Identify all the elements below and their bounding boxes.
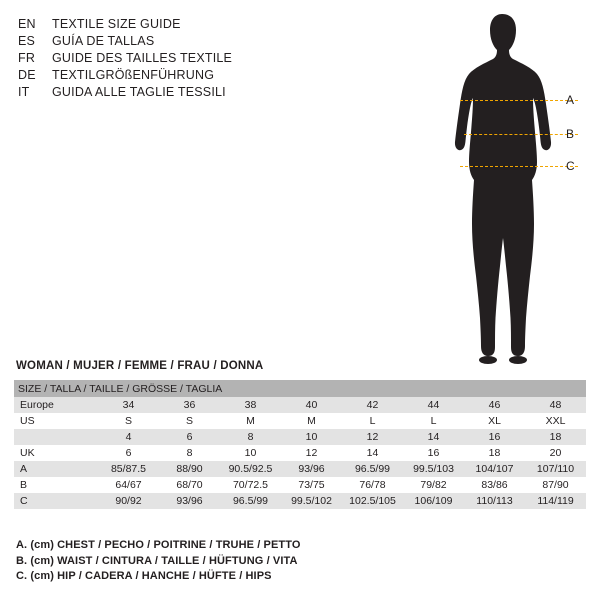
cell-c-2: 93/96 (159, 493, 220, 509)
cell-us-3: M (220, 413, 281, 429)
row-label-us: US (14, 413, 98, 429)
cell-uk-6: 16 (403, 445, 464, 461)
cell-us-4: M (281, 413, 342, 429)
cell-a-6: 99.5/103 (403, 461, 464, 477)
note-b: B. (cm) WAIST / CINTURA / TAILLE / HÜFTUNG / VITA (16, 554, 298, 567)
cell-europe-7: 46 (464, 397, 525, 413)
cell-europe-6: 44 (403, 397, 464, 413)
silhouette-icon (440, 8, 580, 368)
language-title-en: TEXTILE SIZE GUIDE (52, 17, 181, 31)
row-label-c: C (14, 493, 98, 509)
language-title-list (18, 16, 318, 101)
cell-b-1: 64/67 (98, 477, 159, 493)
measurement-notes (16, 538, 586, 585)
cell-usnum-6: 14 (403, 429, 464, 445)
note-a: A. (cm) CHEST / PECHO / POITRINE / TRUHE / PETTO (16, 539, 301, 551)
row-label-b: B (14, 477, 98, 493)
cell-europe-2: 36 (159, 397, 220, 413)
cell-usnum-4: 10 (281, 429, 342, 445)
cell-usnum-1: 4 (98, 429, 159, 445)
row-label-europe: Europe (14, 397, 98, 413)
cell-europe-5: 42 (342, 397, 403, 413)
cell-c-6: 106/109 (403, 493, 464, 509)
cell-c-1: 90/92 (98, 493, 159, 509)
cell-b-2: 68/70 (159, 477, 220, 493)
language-code-es: ES (18, 34, 36, 48)
table-row (14, 461, 586, 477)
language-code-fr: FR (18, 51, 36, 65)
cell-b-7: 83/86 (464, 477, 525, 493)
cell-us-2: S (159, 413, 220, 429)
size-table-wrapper (14, 380, 586, 509)
note-c: C. (cm) HIP / CADERA / HANCHE / HÜFTE / HIPS (16, 570, 272, 582)
section-label-woman: WOMAN / MUJER / FEMME / FRAU / DONNA (16, 360, 264, 372)
table-row (14, 429, 586, 445)
cell-us-1: S (98, 413, 159, 429)
cell-b-8: 87/90 (525, 477, 586, 493)
cell-uk-2: 8 (159, 445, 220, 461)
language-row-it (18, 84, 318, 101)
cell-usnum-3: 8 (220, 429, 281, 445)
cell-c-7: 110/113 (464, 493, 525, 509)
measurement-label-a: A (566, 93, 575, 107)
cell-europe-4: 40 (281, 397, 342, 413)
table-row (14, 413, 586, 429)
cell-europe-1: 34 (98, 397, 159, 413)
cell-us-8: XXL (525, 413, 586, 429)
cell-b-5: 76/78 (342, 477, 403, 493)
cell-usnum-8: 18 (525, 429, 586, 445)
cell-a-4: 93/96 (281, 461, 342, 477)
language-row-es (18, 33, 318, 50)
language-code-en: EN (18, 17, 36, 31)
table-row (14, 477, 586, 493)
cell-a-7: 104/107 (464, 461, 525, 477)
cell-b-3: 70/72.5 (220, 477, 281, 493)
cell-us-7: XL (464, 413, 525, 429)
language-title-it: GUIDA ALLE TAGLIE TESSILI (52, 85, 226, 99)
language-code-de: DE (18, 68, 36, 82)
cell-c-4: 99.5/102 (281, 493, 342, 509)
language-title-es: GUÍA DE TALLAS (52, 34, 155, 48)
measurement-label-b: B (566, 127, 575, 141)
cell-a-2: 88/90 (159, 461, 220, 477)
cell-a-3: 90.5/92.5 (220, 461, 281, 477)
measurement-line-b (464, 134, 578, 135)
cell-usnum-2: 6 (159, 429, 220, 445)
cell-uk-4: 12 (281, 445, 342, 461)
cell-a-5: 96.5/99 (342, 461, 403, 477)
measurement-line-a (460, 100, 578, 101)
table-row (14, 445, 586, 461)
cell-b-6: 79/82 (403, 477, 464, 493)
cell-a-8: 107/110 (525, 461, 586, 477)
row-label-us-numeric (14, 429, 98, 445)
measurement-line-c (460, 166, 578, 167)
table-row (14, 397, 586, 413)
measurement-label-c: C (566, 159, 575, 173)
cell-uk-5: 14 (342, 445, 403, 461)
table-header-label: SIZE / TALLA / TAILLE / GRÖSSE / TAGLIA (14, 380, 586, 397)
language-row-de (18, 67, 318, 84)
female-silhouette-figure (440, 8, 580, 368)
cell-uk-7: 18 (464, 445, 525, 461)
cell-europe-8: 48 (525, 397, 586, 413)
size-table (14, 380, 586, 509)
language-title-fr: GUIDE DES TAILLES TEXTILE (52, 51, 233, 65)
cell-c-3: 96.5/99 (220, 493, 281, 509)
cell-uk-1: 6 (98, 445, 159, 461)
cell-c-5: 102.5/105 (342, 493, 403, 509)
language-row-fr (18, 50, 318, 67)
cell-us-5: L (342, 413, 403, 429)
cell-b-4: 73/75 (281, 477, 342, 493)
cell-us-6: L (403, 413, 464, 429)
language-title-de: TEXTILGRÖßENFÜHRUNG (52, 68, 215, 82)
cell-c-8: 114/119 (525, 493, 586, 509)
cell-uk-3: 10 (220, 445, 281, 461)
cell-a-1: 85/87.5 (98, 461, 159, 477)
cell-usnum-7: 16 (464, 429, 525, 445)
cell-europe-3: 38 (220, 397, 281, 413)
row-label-a: A (14, 461, 98, 477)
cell-usnum-5: 12 (342, 429, 403, 445)
language-row-en (18, 16, 318, 33)
table-row (14, 493, 586, 509)
table-header-row (14, 380, 586, 397)
cell-uk-8: 20 (525, 445, 586, 461)
language-code-it: IT (18, 85, 30, 99)
row-label-uk: UK (14, 445, 98, 461)
